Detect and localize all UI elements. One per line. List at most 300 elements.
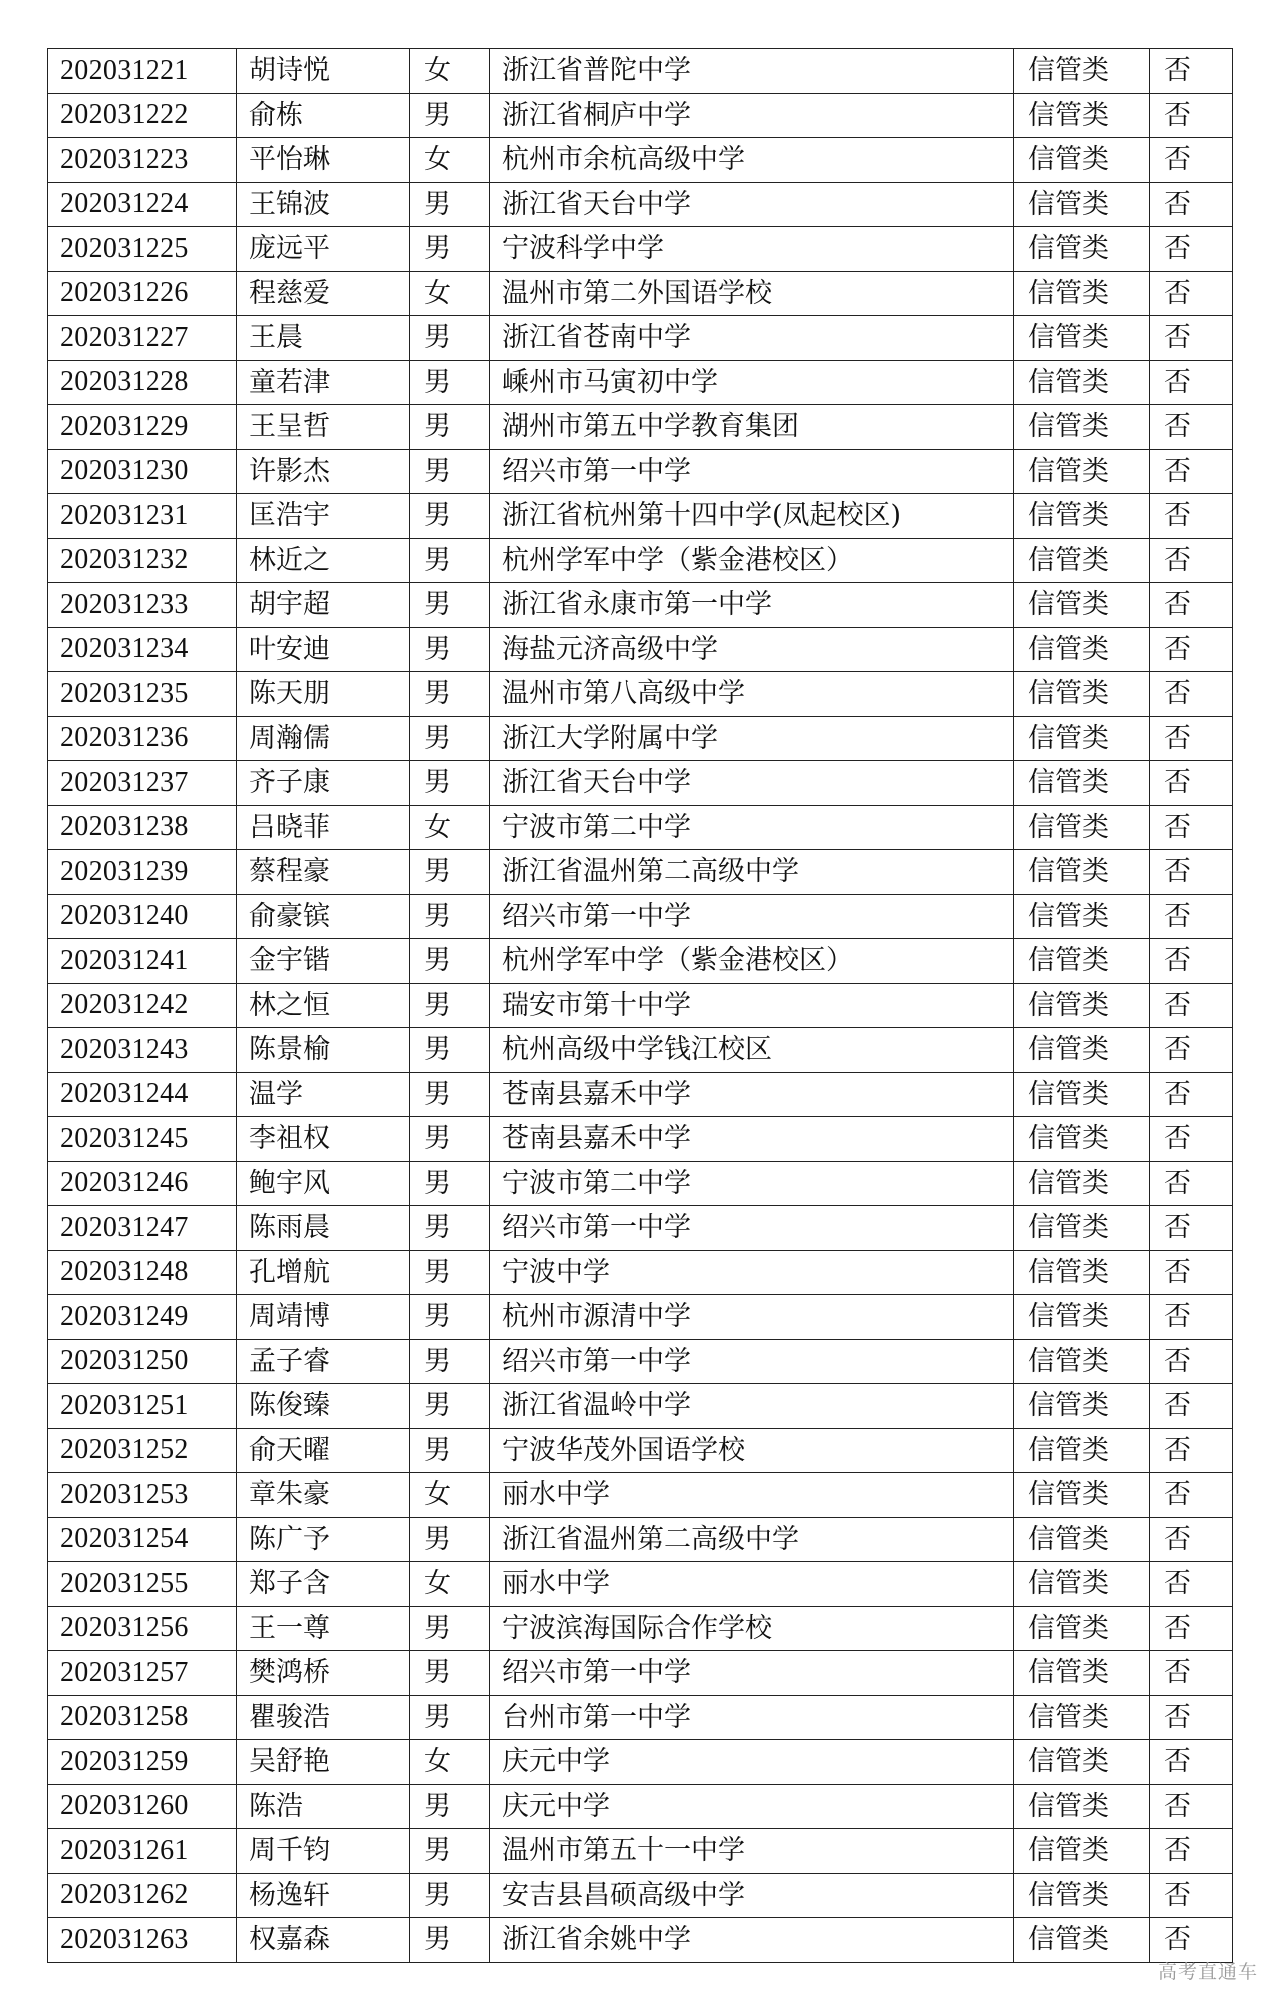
table-row xyxy=(48,1295,1233,1340)
table-row xyxy=(48,1606,1233,1651)
table-row xyxy=(48,1918,1233,1963)
student-id-cell: 202031244 xyxy=(48,1072,237,1117)
flag-cell: 否 xyxy=(1150,1206,1233,1251)
school-cell: 浙江省永康市第一中学 xyxy=(490,583,1014,628)
school-cell: 台州市第一中学 xyxy=(490,1695,1014,1740)
table-row xyxy=(48,583,1233,628)
major-category-cell: 信管类 xyxy=(1014,1250,1150,1295)
student-name-cell: 郑子含 xyxy=(237,1562,410,1607)
gender-cell: 女 xyxy=(410,1562,490,1607)
gender-cell: 男 xyxy=(410,1384,490,1429)
major-category-cell: 信管类 xyxy=(1014,1740,1150,1785)
school-cell: 庆元中学 xyxy=(490,1740,1014,1785)
table-row xyxy=(48,1829,1233,1874)
gender-cell: 男 xyxy=(410,583,490,628)
student-name-cell: 陈广予 xyxy=(237,1517,410,1562)
student-roster-table xyxy=(47,48,1233,1963)
student-name-cell: 王一尊 xyxy=(237,1606,410,1651)
school-cell: 宁波市第二中学 xyxy=(490,805,1014,850)
flag-cell: 否 xyxy=(1150,1072,1233,1117)
gender-cell: 男 xyxy=(410,538,490,583)
major-category-cell: 信管类 xyxy=(1014,805,1150,850)
flag-cell: 否 xyxy=(1150,1028,1233,1073)
student-name-cell: 王晨 xyxy=(237,316,410,361)
school-cell: 安吉县昌硕高级中学 xyxy=(490,1873,1014,1918)
table-row xyxy=(48,939,1233,984)
gender-cell: 女 xyxy=(410,49,490,94)
major-category-cell: 信管类 xyxy=(1014,1562,1150,1607)
student-id-cell: 202031253 xyxy=(48,1473,237,1518)
student-id-cell: 202031226 xyxy=(48,271,237,316)
major-category-cell: 信管类 xyxy=(1014,627,1150,672)
major-category-cell: 信管类 xyxy=(1014,1651,1150,1696)
student-id-cell: 202031252 xyxy=(48,1428,237,1473)
student-name-cell: 陈天朋 xyxy=(237,672,410,717)
table-row xyxy=(48,1651,1233,1696)
student-id-cell: 202031227 xyxy=(48,316,237,361)
gender-cell: 男 xyxy=(410,1028,490,1073)
student-id-cell: 202031257 xyxy=(48,1651,237,1696)
student-id-cell: 202031231 xyxy=(48,494,237,539)
student-id-cell: 202031234 xyxy=(48,627,237,672)
student-name-cell: 李祖权 xyxy=(237,1117,410,1162)
gender-cell: 男 xyxy=(410,1250,490,1295)
major-category-cell: 信管类 xyxy=(1014,672,1150,717)
student-id-cell: 202031236 xyxy=(48,716,237,761)
major-category-cell: 信管类 xyxy=(1014,49,1150,94)
gender-cell: 女 xyxy=(410,1740,490,1785)
student-id-cell: 202031245 xyxy=(48,1117,237,1162)
major-category-cell: 信管类 xyxy=(1014,850,1150,895)
gender-cell: 男 xyxy=(410,627,490,672)
major-category-cell: 信管类 xyxy=(1014,93,1150,138)
table-row xyxy=(48,182,1233,227)
student-id-cell: 202031229 xyxy=(48,405,237,450)
gender-cell: 男 xyxy=(410,672,490,717)
school-cell: 杭州市源清中学 xyxy=(490,1295,1014,1340)
school-cell: 湖州市第五中学教育集团 xyxy=(490,405,1014,450)
gender-cell: 男 xyxy=(410,1829,490,1874)
school-cell: 绍兴市第一中学 xyxy=(490,1206,1014,1251)
student-name-cell: 孟子睿 xyxy=(237,1339,410,1384)
flag-cell: 否 xyxy=(1150,672,1233,717)
major-category-cell: 信管类 xyxy=(1014,138,1150,183)
table-row xyxy=(48,761,1233,806)
table-row xyxy=(48,449,1233,494)
major-category-cell: 信管类 xyxy=(1014,1384,1150,1429)
student-id-cell: 202031241 xyxy=(48,939,237,984)
school-cell: 杭州学军中学（紫金港校区） xyxy=(490,939,1014,984)
student-id-cell: 202031246 xyxy=(48,1161,237,1206)
major-category-cell: 信管类 xyxy=(1014,538,1150,583)
school-cell: 浙江省苍南中学 xyxy=(490,316,1014,361)
major-category-cell: 信管类 xyxy=(1014,939,1150,984)
flag-cell: 否 xyxy=(1150,939,1233,984)
student-id-cell: 202031261 xyxy=(48,1829,237,1874)
school-cell: 温州市第二外国语学校 xyxy=(490,271,1014,316)
student-id-cell: 202031230 xyxy=(48,449,237,494)
school-cell: 绍兴市第一中学 xyxy=(490,894,1014,939)
student-name-cell: 俞栋 xyxy=(237,93,410,138)
major-category-cell: 信管类 xyxy=(1014,1606,1150,1651)
student-name-cell: 吕晓菲 xyxy=(237,805,410,850)
major-category-cell: 信管类 xyxy=(1014,494,1150,539)
major-category-cell: 信管类 xyxy=(1014,983,1150,1028)
flag-cell: 否 xyxy=(1150,894,1233,939)
major-category-cell: 信管类 xyxy=(1014,1784,1150,1829)
gender-cell: 男 xyxy=(410,1295,490,1340)
student-id-cell: 202031238 xyxy=(48,805,237,850)
student-id-cell: 202031249 xyxy=(48,1295,237,1340)
flag-cell: 否 xyxy=(1150,1428,1233,1473)
student-name-cell: 杨逸轩 xyxy=(237,1873,410,1918)
table-row xyxy=(48,360,1233,405)
student-name-cell: 瞿骏浩 xyxy=(237,1695,410,1740)
major-category-cell: 信管类 xyxy=(1014,1873,1150,1918)
major-category-cell: 信管类 xyxy=(1014,1117,1150,1162)
table-row xyxy=(48,1161,1233,1206)
student-name-cell: 平怡琳 xyxy=(237,138,410,183)
school-cell: 杭州学军中学（紫金港校区） xyxy=(490,538,1014,583)
student-name-cell: 金宇锴 xyxy=(237,939,410,984)
student-name-cell: 陈俊臻 xyxy=(237,1384,410,1429)
student-name-cell: 林近之 xyxy=(237,538,410,583)
table-row xyxy=(48,271,1233,316)
major-category-cell: 信管类 xyxy=(1014,227,1150,272)
table-row xyxy=(48,983,1233,1028)
student-id-cell: 202031221 xyxy=(48,49,237,94)
gender-cell: 男 xyxy=(410,316,490,361)
student-id-cell: 202031240 xyxy=(48,894,237,939)
flag-cell: 否 xyxy=(1150,93,1233,138)
gender-cell: 女 xyxy=(410,1473,490,1518)
school-cell: 宁波科学中学 xyxy=(490,227,1014,272)
major-category-cell: 信管类 xyxy=(1014,1473,1150,1518)
table-row xyxy=(48,1117,1233,1162)
flag-cell: 否 xyxy=(1150,1117,1233,1162)
student-name-cell: 吴舒艳 xyxy=(237,1740,410,1785)
student-name-cell: 匡浩宇 xyxy=(237,494,410,539)
major-category-cell: 信管类 xyxy=(1014,1339,1150,1384)
major-category-cell: 信管类 xyxy=(1014,1028,1150,1073)
school-cell: 浙江省温岭中学 xyxy=(490,1384,1014,1429)
school-cell: 宁波市第二中学 xyxy=(490,1161,1014,1206)
student-id-cell: 202031237 xyxy=(48,761,237,806)
flag-cell: 否 xyxy=(1150,182,1233,227)
flag-cell: 否 xyxy=(1150,805,1233,850)
student-name-cell: 周靖博 xyxy=(237,1295,410,1340)
table-row xyxy=(48,627,1233,672)
school-cell: 杭州高级中学钱江校区 xyxy=(490,1028,1014,1073)
flag-cell: 否 xyxy=(1150,538,1233,583)
school-cell: 宁波中学 xyxy=(490,1250,1014,1295)
student-id-cell: 202031233 xyxy=(48,583,237,628)
school-cell: 绍兴市第一中学 xyxy=(490,1651,1014,1696)
flag-cell: 否 xyxy=(1150,583,1233,628)
gender-cell: 男 xyxy=(410,1918,490,1963)
flag-cell: 否 xyxy=(1150,1873,1233,1918)
gender-cell: 男 xyxy=(410,850,490,895)
table-row xyxy=(48,805,1233,850)
table-row xyxy=(48,1695,1233,1740)
student-name-cell: 王呈哲 xyxy=(237,405,410,450)
flag-cell: 否 xyxy=(1150,1339,1233,1384)
flag-cell: 否 xyxy=(1150,716,1233,761)
gender-cell: 男 xyxy=(410,1784,490,1829)
school-cell: 温州市第五十一中学 xyxy=(490,1829,1014,1874)
student-name-cell: 童若津 xyxy=(237,360,410,405)
student-id-cell: 202031247 xyxy=(48,1206,237,1251)
school-cell: 浙江省普陀中学 xyxy=(490,49,1014,94)
gender-cell: 男 xyxy=(410,761,490,806)
table-row xyxy=(48,405,1233,450)
gender-cell: 女 xyxy=(410,138,490,183)
flag-cell: 否 xyxy=(1150,1784,1233,1829)
major-category-cell: 信管类 xyxy=(1014,405,1150,450)
flag-cell: 否 xyxy=(1150,1161,1233,1206)
school-cell: 浙江省天台中学 xyxy=(490,182,1014,227)
gender-cell: 男 xyxy=(410,1606,490,1651)
school-cell: 浙江省杭州第十四中学(凤起校区) xyxy=(490,494,1014,539)
student-id-cell: 202031250 xyxy=(48,1339,237,1384)
flag-cell: 否 xyxy=(1150,1517,1233,1562)
gender-cell: 男 xyxy=(410,716,490,761)
student-name-cell: 樊鸿桥 xyxy=(237,1651,410,1696)
school-cell: 海盐元济高级中学 xyxy=(490,627,1014,672)
school-cell: 丽水中学 xyxy=(490,1473,1014,1518)
flag-cell: 否 xyxy=(1150,761,1233,806)
major-category-cell: 信管类 xyxy=(1014,1295,1150,1340)
student-id-cell: 202031248 xyxy=(48,1250,237,1295)
table-row xyxy=(48,93,1233,138)
student-name-cell: 俞豪镔 xyxy=(237,894,410,939)
gender-cell: 男 xyxy=(410,1428,490,1473)
flag-cell: 否 xyxy=(1150,1740,1233,1785)
student-name-cell: 程慈爱 xyxy=(237,271,410,316)
flag-cell: 否 xyxy=(1150,1829,1233,1874)
major-category-cell: 信管类 xyxy=(1014,1428,1150,1473)
student-id-cell: 202031256 xyxy=(48,1606,237,1651)
student-name-cell: 陈浩 xyxy=(237,1784,410,1829)
major-category-cell: 信管类 xyxy=(1014,716,1150,761)
student-name-cell: 周瀚儒 xyxy=(237,716,410,761)
school-cell: 浙江省余姚中学 xyxy=(490,1918,1014,1963)
school-cell: 浙江省温州第二高级中学 xyxy=(490,1517,1014,1562)
flag-cell: 否 xyxy=(1150,138,1233,183)
gender-cell: 男 xyxy=(410,983,490,1028)
table-row xyxy=(48,538,1233,583)
student-id-cell: 202031251 xyxy=(48,1384,237,1429)
gender-cell: 男 xyxy=(410,1873,490,1918)
table-row xyxy=(48,1740,1233,1785)
gender-cell: 男 xyxy=(410,1651,490,1696)
flag-cell: 否 xyxy=(1150,227,1233,272)
gender-cell: 男 xyxy=(410,1117,490,1162)
table-row xyxy=(48,316,1233,361)
table-row xyxy=(48,1384,1233,1429)
watermark-logo: 高考直通车 xyxy=(1157,1961,1258,1983)
gender-cell: 男 xyxy=(410,939,490,984)
student-name-cell: 俞天曜 xyxy=(237,1428,410,1473)
table-row xyxy=(48,227,1233,272)
flag-cell: 否 xyxy=(1150,1651,1233,1696)
table-row xyxy=(48,716,1233,761)
student-name-cell: 陈景榆 xyxy=(237,1028,410,1073)
flag-cell: 否 xyxy=(1150,1250,1233,1295)
student-name-cell: 胡诗悦 xyxy=(237,49,410,94)
table-row xyxy=(48,894,1233,939)
flag-cell: 否 xyxy=(1150,360,1233,405)
student-id-cell: 202031243 xyxy=(48,1028,237,1073)
table-row xyxy=(48,672,1233,717)
gender-cell: 男 xyxy=(410,894,490,939)
school-cell: 宁波华茂外国语学校 xyxy=(490,1428,1014,1473)
flag-cell: 否 xyxy=(1150,405,1233,450)
student-id-cell: 202031235 xyxy=(48,672,237,717)
school-cell: 苍南县嘉禾中学 xyxy=(490,1072,1014,1117)
school-cell: 温州市第八高级中学 xyxy=(490,672,1014,717)
table-row xyxy=(48,1428,1233,1473)
school-cell: 丽水中学 xyxy=(490,1562,1014,1607)
gender-cell: 男 xyxy=(410,1339,490,1384)
flag-cell: 否 xyxy=(1150,1695,1233,1740)
student-id-cell: 202031260 xyxy=(48,1784,237,1829)
gender-cell: 女 xyxy=(410,271,490,316)
student-id-cell: 202031263 xyxy=(48,1918,237,1963)
flag-cell: 否 xyxy=(1150,1295,1233,1340)
school-cell: 绍兴市第一中学 xyxy=(490,1339,1014,1384)
flag-cell: 否 xyxy=(1150,494,1233,539)
student-id-cell: 202031259 xyxy=(48,1740,237,1785)
major-category-cell: 信管类 xyxy=(1014,316,1150,361)
gender-cell: 男 xyxy=(410,494,490,539)
school-cell: 浙江省桐庐中学 xyxy=(490,93,1014,138)
gender-cell: 男 xyxy=(410,1161,490,1206)
student-id-cell: 202031223 xyxy=(48,138,237,183)
student-id-cell: 202031242 xyxy=(48,983,237,1028)
flag-cell: 否 xyxy=(1150,1606,1233,1651)
major-category-cell: 信管类 xyxy=(1014,583,1150,628)
student-name-cell: 章朱豪 xyxy=(237,1473,410,1518)
student-name-cell: 鲍宇风 xyxy=(237,1161,410,1206)
student-name-cell: 陈雨晨 xyxy=(237,1206,410,1251)
school-cell: 绍兴市第一中学 xyxy=(490,449,1014,494)
student-id-cell: 202031254 xyxy=(48,1517,237,1562)
table-row xyxy=(48,1873,1233,1918)
student-id-cell: 202031224 xyxy=(48,182,237,227)
major-category-cell: 信管类 xyxy=(1014,182,1150,227)
student-name-cell: 温学 xyxy=(237,1072,410,1117)
student-id-cell: 202031228 xyxy=(48,360,237,405)
student-name-cell: 林之恒 xyxy=(237,983,410,1028)
school-cell: 浙江大学附属中学 xyxy=(490,716,1014,761)
flag-cell: 否 xyxy=(1150,1384,1233,1429)
gender-cell: 男 xyxy=(410,1517,490,1562)
gender-cell: 男 xyxy=(410,1206,490,1251)
student-name-cell: 许影杰 xyxy=(237,449,410,494)
student-name-cell: 蔡程豪 xyxy=(237,850,410,895)
table-row xyxy=(48,1339,1233,1384)
flag-cell: 否 xyxy=(1150,1918,1233,1963)
flag-cell: 否 xyxy=(1150,49,1233,94)
table-row xyxy=(48,494,1233,539)
student-id-cell: 202031222 xyxy=(48,93,237,138)
student-name-cell: 胡宇超 xyxy=(237,583,410,628)
table-row xyxy=(48,49,1233,94)
student-name-cell: 叶安迪 xyxy=(237,627,410,672)
table-row xyxy=(48,1072,1233,1117)
major-category-cell: 信管类 xyxy=(1014,1918,1150,1963)
roster-body xyxy=(48,49,1233,1963)
school-cell: 浙江省天台中学 xyxy=(490,761,1014,806)
major-category-cell: 信管类 xyxy=(1014,1161,1150,1206)
flag-cell: 否 xyxy=(1150,850,1233,895)
school-cell: 瑞安市第十中学 xyxy=(490,983,1014,1028)
student-name-cell: 齐子康 xyxy=(237,761,410,806)
table-row xyxy=(48,1562,1233,1607)
major-category-cell: 信管类 xyxy=(1014,894,1150,939)
school-cell: 庆元中学 xyxy=(490,1784,1014,1829)
gender-cell: 男 xyxy=(410,1695,490,1740)
major-category-cell: 信管类 xyxy=(1014,761,1150,806)
table-row xyxy=(48,138,1233,183)
major-category-cell: 信管类 xyxy=(1014,449,1150,494)
student-id-cell: 202031232 xyxy=(48,538,237,583)
major-category-cell: 信管类 xyxy=(1014,360,1150,405)
gender-cell: 男 xyxy=(410,93,490,138)
gender-cell: 男 xyxy=(410,449,490,494)
student-id-cell: 202031255 xyxy=(48,1562,237,1607)
student-name-cell: 权嘉森 xyxy=(237,1918,410,1963)
gender-cell: 男 xyxy=(410,1072,490,1117)
table-row xyxy=(48,1206,1233,1251)
flag-cell: 否 xyxy=(1150,1562,1233,1607)
student-id-cell: 202031262 xyxy=(48,1873,237,1918)
gender-cell: 男 xyxy=(410,182,490,227)
gender-cell: 男 xyxy=(410,405,490,450)
student-name-cell: 王锦波 xyxy=(237,182,410,227)
major-category-cell: 信管类 xyxy=(1014,1517,1150,1562)
table-row xyxy=(48,850,1233,895)
student-id-cell: 202031239 xyxy=(48,850,237,895)
school-cell: 杭州市余杭高级中学 xyxy=(490,138,1014,183)
school-cell: 浙江省温州第二高级中学 xyxy=(490,850,1014,895)
major-category-cell: 信管类 xyxy=(1014,271,1150,316)
flag-cell: 否 xyxy=(1150,983,1233,1028)
school-cell: 苍南县嘉禾中学 xyxy=(490,1117,1014,1162)
student-id-cell: 202031258 xyxy=(48,1695,237,1740)
table-row xyxy=(48,1517,1233,1562)
gender-cell: 男 xyxy=(410,360,490,405)
student-name-cell: 周千钧 xyxy=(237,1829,410,1874)
major-category-cell: 信管类 xyxy=(1014,1695,1150,1740)
school-cell: 嵊州市马寅初中学 xyxy=(490,360,1014,405)
table-row xyxy=(48,1028,1233,1073)
major-category-cell: 信管类 xyxy=(1014,1072,1150,1117)
flag-cell: 否 xyxy=(1150,271,1233,316)
gender-cell: 男 xyxy=(410,227,490,272)
flag-cell: 否 xyxy=(1150,1473,1233,1518)
gender-cell: 女 xyxy=(410,805,490,850)
major-category-cell: 信管类 xyxy=(1014,1829,1150,1874)
student-id-cell: 202031225 xyxy=(48,227,237,272)
table-row xyxy=(48,1473,1233,1518)
flag-cell: 否 xyxy=(1150,449,1233,494)
school-cell: 宁波滨海国际合作学校 xyxy=(490,1606,1014,1651)
student-name-cell: 庞远平 xyxy=(237,227,410,272)
flag-cell: 否 xyxy=(1150,627,1233,672)
student-name-cell: 孔增航 xyxy=(237,1250,410,1295)
